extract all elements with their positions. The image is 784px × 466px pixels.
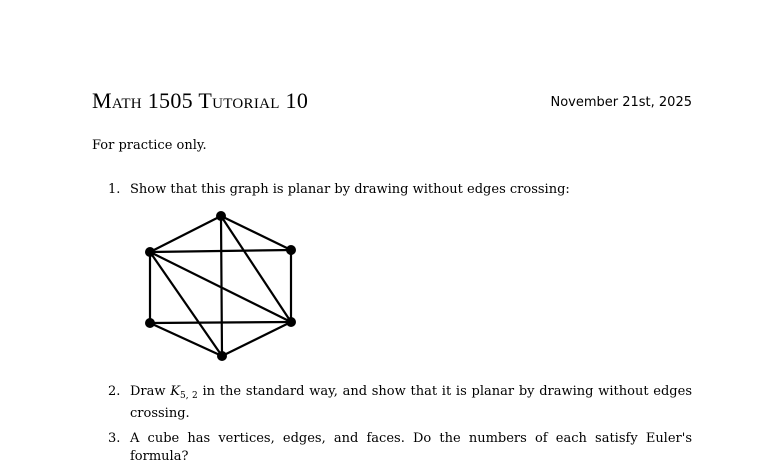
graph-vertex	[145, 318, 155, 328]
complete-bipartite-symbol: K	[170, 384, 180, 399]
problem-1-number: 1.	[108, 182, 121, 197]
graph-edge	[150, 216, 221, 252]
problem-3-text: A cube has vertices, edges, and faces. Do the numbers of each satisfy Euler's formula?	[130, 431, 692, 464]
problem-2-number: 2.	[108, 384, 121, 399]
graph-vertex	[286, 317, 296, 327]
problem-1-text: Show that this graph is planar by drawing without edges crossing:	[130, 182, 570, 197]
problem-2-text	[130, 383, 692, 423]
graph-vertex	[145, 247, 155, 257]
problem-2-text-after: in the standard way, and show that it is planar by drawing without edges crossing.	[130, 384, 692, 421]
complete-bipartite-subscript: 5, 2	[179, 391, 198, 401]
practice-note: For practice only.	[92, 138, 207, 153]
graph-edge	[150, 322, 291, 323]
graph-vertex	[286, 245, 296, 255]
problem-3	[92, 430, 692, 466]
document-date: November 21st, 2025	[550, 95, 692, 110]
graph-edge	[221, 216, 222, 356]
graph-vertex	[216, 211, 226, 221]
hexagon-graph-figure	[140, 205, 300, 365]
problem-1	[92, 181, 692, 199]
problem-2-text-before: Draw	[130, 384, 171, 399]
graph-edge	[222, 322, 291, 356]
problem-3-number: 3.	[108, 431, 121, 446]
problem-2	[92, 383, 692, 423]
page-title: Math 1505 Tutorial 10	[92, 88, 309, 113]
graph-vertex	[217, 351, 227, 361]
